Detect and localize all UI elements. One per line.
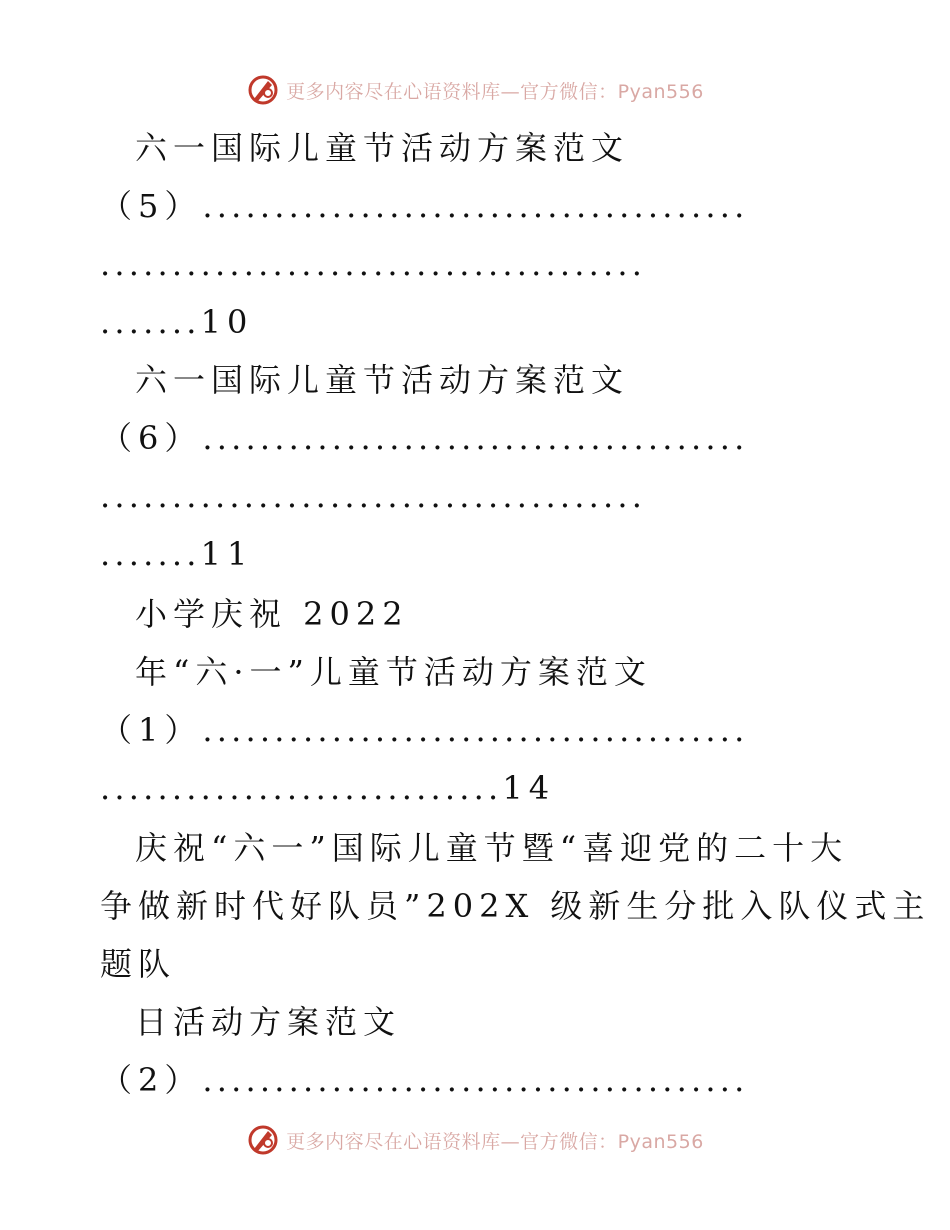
toc-entry-2-leader-3: ....... <box>100 535 201 573</box>
footer-watermark <box>0 1120 950 1160</box>
toc-entry-1-leader-3: ....... <box>100 303 201 341</box>
toc-entry-1-title: 六一国际儿童节活动方案范文 <box>135 129 630 167</box>
toc-entry-3-title-line-2: 年“六·一”儿童节活动方案范文 <box>135 653 652 691</box>
toc-entry-1-number: （5） <box>100 187 203 225</box>
toc-entry-2-page: 11 <box>200 535 254 573</box>
toc-entry-1-page: 10 <box>200 303 254 341</box>
pen-logo-icon <box>246 73 280 107</box>
toc-entry-4-number-line <box>100 1060 749 1100</box>
toc-entry-4-title-line-3: 题队 <box>100 945 177 983</box>
toc-entry-1-leader-2: ...................................... <box>100 245 647 283</box>
watermark-text: 更多内容尽在心语资料库—官方微信：Pyan556 <box>286 1130 704 1153</box>
toc-entry-3-leader-2: ............................ <box>100 769 503 807</box>
toc-entry-2-number-line <box>100 418 749 458</box>
pen-logo-icon <box>246 1123 280 1157</box>
toc-entry-4-title-line-4: 日活动方案范文 <box>135 1003 402 1041</box>
toc-entry-4-number: （2） <box>100 1061 203 1099</box>
toc-entry-4-title-line-2: 争做新时代好队员”202X 级新生分批入队仪式主 <box>100 887 931 925</box>
toc-entry-3-number-line <box>100 710 749 750</box>
toc-entry-4-leader: ...................................... <box>202 1061 749 1099</box>
toc-entry-4-title-line-1: 庆祝“六一”国际儿童节暨“喜迎党的二十大 <box>135 829 849 867</box>
toc-entry-1-leader: ...................................... <box>202 187 749 225</box>
header-watermark <box>0 70 950 110</box>
toc-entry-1-number-line <box>100 186 749 226</box>
toc-entry-3-leader: ...................................... <box>202 711 749 749</box>
toc-entry-3-page: 14 <box>502 769 556 807</box>
toc-entry-2-page-line <box>100 534 253 574</box>
watermark-text: 更多内容尽在心语资料库—官方微信：Pyan556 <box>286 80 704 103</box>
toc-entry-3-page-line <box>100 768 555 808</box>
toc-entry-2-number: （6） <box>100 419 203 457</box>
toc-entry-3-number: （1） <box>100 711 203 749</box>
toc-entry-2-title: 六一国际儿童节活动方案范文 <box>135 361 630 399</box>
toc-entry-3-title-line-1: 小学庆祝 2022 <box>135 595 409 633</box>
toc-entry-2-leader-2: ...................................... <box>100 477 647 515</box>
toc-entry-1-page-line <box>100 302 253 342</box>
toc-entry-2-leader: ...................................... <box>202 419 749 457</box>
